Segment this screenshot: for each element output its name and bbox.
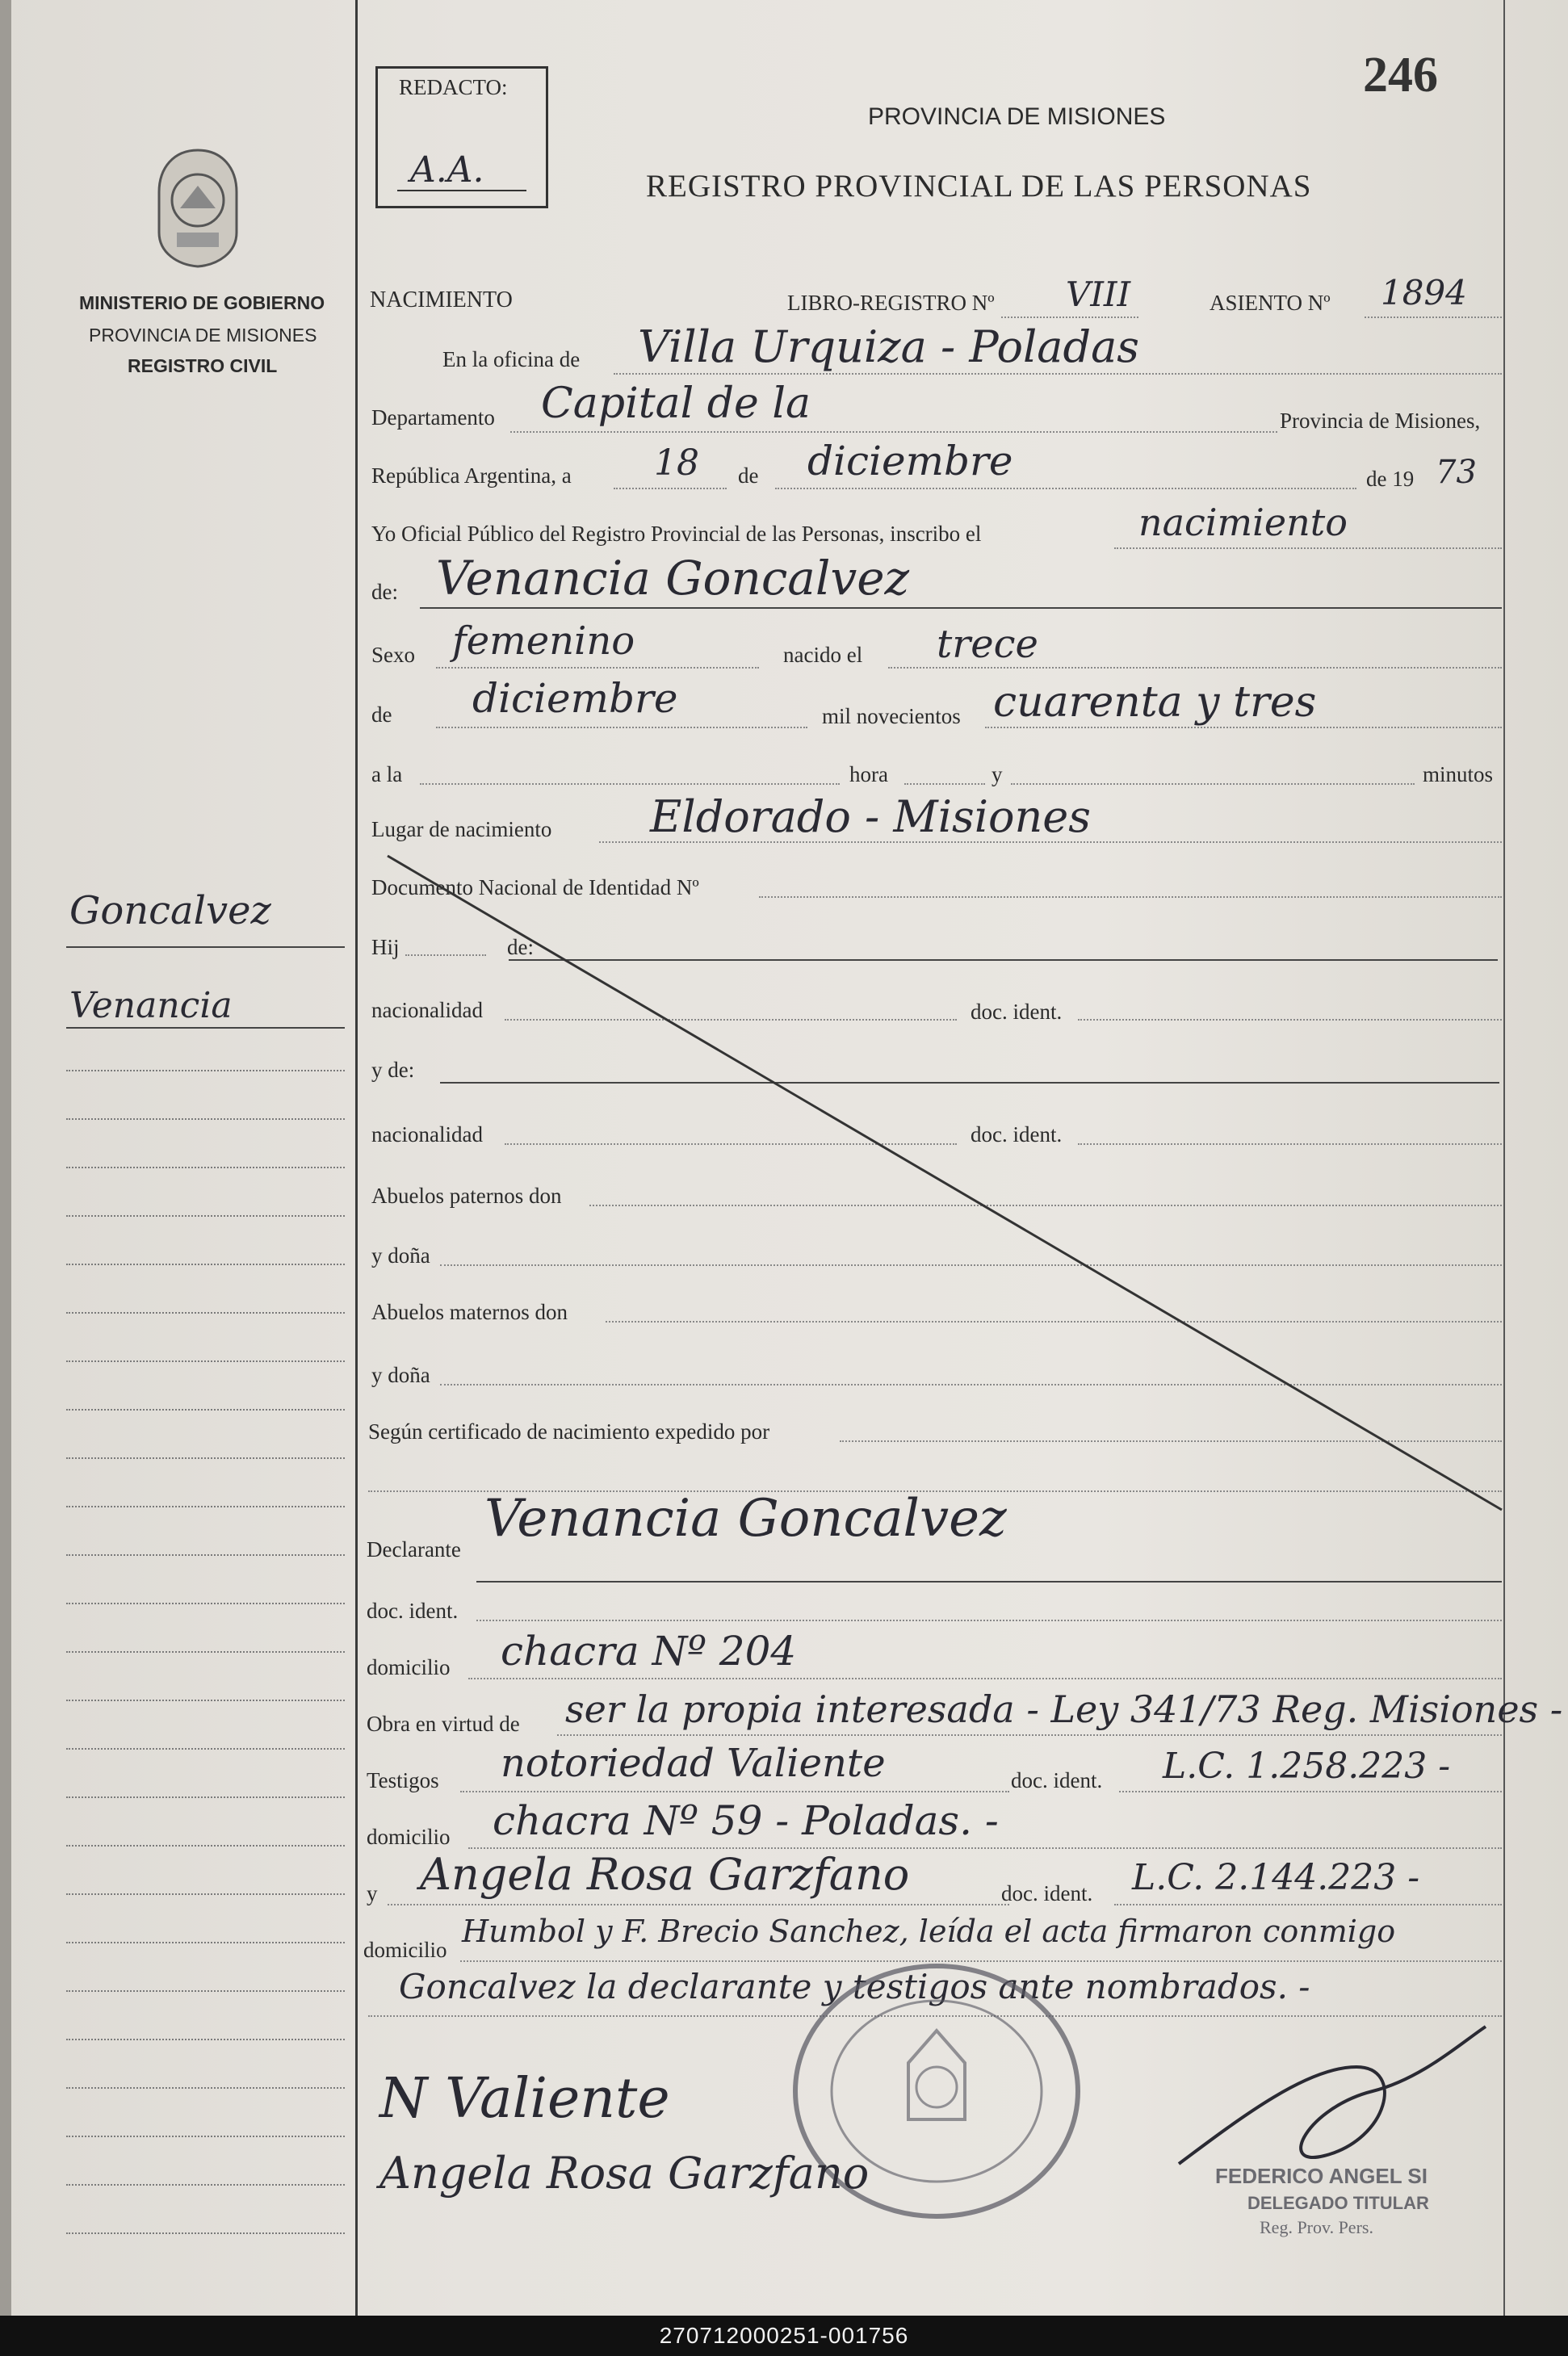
month2-line [436, 727, 807, 728]
testigos-doc-line [1119, 1791, 1502, 1792]
oficial-line [1114, 547, 1502, 549]
margin-line [66, 1360, 345, 1362]
margin-line [66, 1457, 345, 1459]
asiento-label: ASIENTO Nº [1210, 291, 1331, 315]
redacto-box [375, 66, 548, 208]
margin-line [66, 1700, 345, 1701]
lugar-label: Lugar de nacimiento [371, 817, 552, 841]
cancellation-line [355, 840, 1510, 1526]
hora-label: hora [849, 762, 888, 786]
asiento-value: 1894 [1381, 273, 1467, 312]
margin-line [66, 1312, 345, 1314]
docident2-label: doc. ident. [971, 1122, 1063, 1147]
binding-gutter [0, 0, 11, 2316]
month-line [775, 488, 1356, 489]
abuelos-m-label: Abuelos maternos don [371, 1300, 568, 1324]
testigo2-doc-value: L.C. 2.144.223 - [1132, 1857, 1420, 1898]
sexo-label: Sexo [371, 643, 415, 667]
asiento-line [1365, 317, 1502, 318]
margin-line [66, 2184, 345, 2186]
dni-label: Documento Nacional de Identidad Nº [371, 875, 699, 899]
ala-label: a la [371, 762, 403, 786]
obra-value: ser la propia interesada - Ley 341/73 Reg. Misiones - [565, 1687, 1563, 1731]
docident4-label: doc. ident. [1011, 1768, 1103, 1792]
testigos-label: Testigos [367, 1768, 439, 1792]
redacto-value: A.A. [410, 149, 484, 191]
domicilio-value: chacra Nº 204 [501, 1628, 797, 1675]
departamento-line [510, 431, 1277, 433]
day-line [614, 488, 727, 489]
ydona1-label: y doña [371, 1243, 430, 1268]
margin-line [66, 1167, 345, 1168]
republica-label: República Argentina, a [371, 463, 572, 488]
docident3-label: doc. ident. [367, 1599, 459, 1623]
ministry-line2: PROVINCIA DE MISIONES [89, 325, 317, 346]
margin-line [66, 1651, 345, 1653]
margin-line [66, 1893, 345, 1895]
domicilio-label: domicilio [367, 1655, 451, 1679]
abuelos-p-label: Abuelos paternos don [371, 1184, 562, 1208]
day-value: 18 [654, 442, 699, 484]
libro-value: VIII [1066, 275, 1131, 314]
archive-code: 270712000251-001756 [0, 2316, 1568, 2356]
nacionalidad-label: nacionalidad [371, 998, 483, 1022]
margin-line [66, 1027, 345, 1029]
ministry-line1: MINISTERIO DE GOBIERNO [79, 292, 325, 313]
signature-garzfano: Angela Rosa Garzfano [379, 2148, 870, 2199]
oficina-value: Villa Urquiza - Poladas [638, 321, 1139, 372]
margin-line [66, 1118, 345, 1120]
redacto-underline [397, 190, 526, 191]
obra-line [557, 1734, 1502, 1736]
margin-name: Venancia [69, 985, 233, 1026]
minutos-label: minutos [1423, 762, 1494, 786]
margin-line [66, 2232, 345, 2234]
testigo2-value: Angela Rosa Garzfano [420, 1849, 910, 1900]
docident3-line [476, 1620, 1502, 1621]
registry-title: REGISTRO PROVINCIAL DE LAS PERSONAS [646, 169, 1312, 203]
segun-label: Según certificado de nacimiento expedido por [368, 1419, 770, 1444]
ministry-seal-icon [141, 144, 254, 273]
libro-line [1001, 317, 1138, 318]
margin-line [66, 946, 345, 948]
yde-label: y de: [371, 1058, 415, 1082]
nacido-line [888, 667, 1502, 669]
margin-line [66, 1845, 345, 1847]
domicilio2-label: domicilio [367, 1825, 451, 1849]
de3-label: de: [507, 935, 534, 959]
margin-line [66, 1990, 345, 1992]
nacimiento-label: NACIMIENTO [370, 287, 513, 312]
margin-line [66, 2087, 345, 2089]
official-sub: Reg. Prov. Pers. [1260, 2217, 1373, 2237]
province-heading: PROVINCIA DE MISIONES [868, 103, 1166, 130]
declarante-line [476, 1581, 1502, 1583]
closing-text: Goncalvez la declarante y testigos ante nombrados. - [399, 1967, 1310, 2006]
nacido-value: trece [937, 622, 1038, 667]
domicilio2-value: chacra Nº 59 - Poladas. - [493, 1797, 999, 1844]
oficina-label: En la oficina de [442, 347, 581, 371]
y-label: y [992, 762, 1003, 786]
libro-label: LIBRO-REGISTRO Nº [787, 291, 995, 315]
year-value: 73 [1436, 454, 1477, 491]
y-line [1011, 783, 1415, 785]
margin-line [66, 1409, 345, 1411]
hora-line [904, 783, 985, 785]
month-value: diciembre [807, 438, 1013, 484]
y2-label: y [367, 1881, 378, 1905]
hij-label: Hij [371, 935, 400, 959]
de-label: de [738, 463, 759, 488]
margin-line [66, 1942, 345, 1943]
margin-line [66, 1070, 345, 1071]
docident-label: doc. ident. [971, 1000, 1063, 1024]
nacionalidad2-label: nacionalidad [371, 1122, 483, 1147]
testigo2-doc-line [1114, 1904, 1502, 1905]
mil-value: cuarenta y tres [993, 678, 1317, 727]
domicilio3-label: domicilio [363, 1938, 447, 1962]
ministry-line3: REGISTRO CIVIL [128, 355, 278, 376]
official-title: DELEGADO TITULAR [1247, 2193, 1429, 2213]
official-name: FEDERICO ANGEL SI [1215, 2164, 1428, 2188]
margin-line [66, 2136, 345, 2137]
declarante-value: Venancia Goncalvez [484, 1489, 1007, 1549]
declarante-label: Declarante [367, 1537, 461, 1562]
margin-line [66, 1215, 345, 1217]
oficial-value: nacimiento [1138, 501, 1348, 544]
departamento-value: Capital de la [541, 379, 811, 428]
oficial-label: Yo Oficial Público del Registro Provincial de las Personas, inscribo el [371, 522, 982, 546]
mil-line [985, 727, 1502, 728]
signature-valiente: N Valiente [379, 2067, 670, 2131]
name-line [420, 607, 1502, 609]
margin-surname: Goncalvez [69, 888, 271, 933]
margin-line [66, 1506, 345, 1507]
oficina-line [614, 373, 1502, 375]
registered-name: Venancia Goncalvez [436, 551, 910, 606]
docident5-label: doc. ident. [1001, 1881, 1093, 1905]
year-label: de 19 [1366, 467, 1415, 491]
margin-line [66, 1796, 345, 1798]
lugar-value: Eldorado - Misiones [650, 791, 1091, 842]
margin-line [66, 1748, 345, 1750]
obra-label: Obra en virtud de [367, 1712, 520, 1736]
testigo2-line [388, 1904, 1009, 1905]
de-name-label: de: [371, 580, 398, 604]
de2-label: de [371, 702, 392, 727]
margin-line [66, 2039, 345, 2040]
nacido-label: nacido el [783, 643, 863, 667]
margin-line [66, 1264, 345, 1265]
redacto-label: REDACTO: [399, 75, 508, 99]
testigos-doc-value: L.C. 1.258.223 - [1163, 1746, 1451, 1787]
margin-line [66, 1554, 345, 1556]
sexo-line [436, 667, 759, 669]
mil-label: mil novecientos [822, 704, 961, 728]
departamento-label: Departamento [371, 405, 495, 430]
page-number: 246 [1363, 48, 1438, 103]
sexo-value: femenino [452, 618, 635, 664]
margin-line [66, 1603, 345, 1604]
testigos-value: notoriedad Valiente [501, 1741, 886, 1786]
domicilio-line [468, 1678, 1502, 1679]
provincia-label: Provincia de Misiones, [1280, 409, 1481, 433]
ala-line [420, 783, 840, 785]
domicilio3-value: Humbol y F. Brecio Sanchez, leída el acta firmaron conmigo [462, 1914, 1396, 1949]
ydona2-label: y doña [371, 1363, 430, 1387]
testigos-line [460, 1791, 1009, 1792]
month2-value: diciembre [472, 675, 678, 722]
